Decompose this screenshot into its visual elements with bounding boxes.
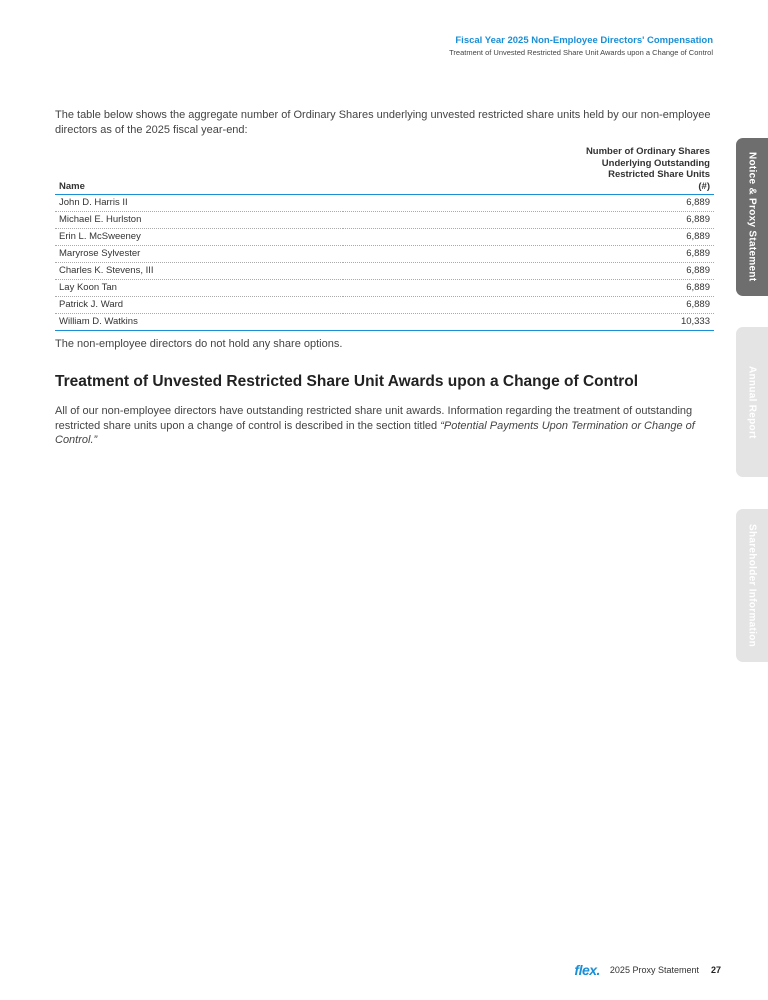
flex-logo: flex.	[574, 962, 600, 978]
page-number: 27	[710, 965, 721, 975]
intro-paragraph: The table below shows the aggregate number of Ordinary Shares underlying unvested restricted share units held by our non-employee directors as of the 2025 fiscal year-end:	[55, 109, 711, 136]
column-header-line: (#)	[698, 180, 710, 192]
table-row	[55, 314, 714, 331]
rsu-count: 6,889	[343, 263, 714, 280]
side-tab-label: Shareholder Information	[746, 523, 758, 648]
table-row	[55, 212, 714, 229]
column-header-line: Restricted Share Units	[608, 169, 710, 180]
director-name: Michael E. Hurlston	[55, 212, 343, 229]
table-row	[55, 229, 714, 246]
section-paragraph	[55, 404, 715, 448]
rsu-table	[55, 146, 714, 331]
column-header-line: Underlying Outstanding	[601, 157, 710, 169]
rsu-count: 6,889	[343, 229, 714, 246]
table-row	[55, 297, 714, 314]
column-header-line: Number of Ordinary Shares	[585, 146, 710, 157]
table-row	[55, 195, 714, 212]
director-name: William D. Watkins	[55, 314, 343, 331]
section-heading: Treatment of Unvested Restricted Share Unit Awards upon a Change of Control	[55, 373, 639, 390]
section-cross-reference: “Potential Payments Upon Termination or Change of Control.”	[55, 419, 695, 446]
director-name: Maryrose Sylvester	[55, 246, 343, 263]
table-row	[55, 280, 714, 297]
page-footer	[574, 962, 721, 978]
director-name: Charles K. Stevens, III	[55, 263, 343, 280]
director-name: Patrick J. Ward	[55, 297, 343, 314]
running-header	[449, 35, 713, 58]
rsu-count: 6,889	[343, 246, 714, 263]
section-body-text: All of our non-employee directors have outstanding restricted share unit awards. Information regarding the treatment of outstanding restricted share units upon a change of control is described in the section titled	[55, 405, 693, 432]
side-tab-annual-report[interactable]	[736, 327, 768, 477]
share-options-note: The non-employee directors do not hold any share options.	[55, 338, 343, 350]
side-tab-notice-proxy-statement[interactable]	[736, 138, 768, 296]
director-name: Lay Koon Tan	[55, 280, 343, 297]
rsu-count: 6,889	[343, 280, 714, 297]
rsu-count: 6,889	[343, 212, 714, 229]
director-name: Erin L. McSweeney	[55, 229, 343, 246]
table-header-row	[55, 146, 714, 195]
footer-document-title: 2025 Proxy Statement	[609, 965, 699, 975]
side-tab-label: Annual Report	[746, 365, 758, 439]
side-tab-label: Notice & Proxy Statement	[746, 152, 758, 282]
rsu-count: 10,333	[343, 314, 714, 331]
column-header-name: Name	[59, 180, 85, 192]
table-row	[55, 263, 714, 280]
rsu-count: 6,889	[343, 195, 714, 212]
rsu-count: 6,889	[343, 297, 714, 314]
side-tab-shareholder-information[interactable]	[736, 509, 768, 662]
director-name: John D. Harris II	[55, 195, 343, 212]
header-subtitle: Treatment of Unvested Restricted Share Unit Awards upon a Change of Control	[449, 48, 713, 57]
column-header-value	[343, 146, 714, 195]
header-title: Fiscal Year 2025 Non-Employee Directors' Compensation	[455, 35, 713, 46]
table-row	[55, 246, 714, 263]
